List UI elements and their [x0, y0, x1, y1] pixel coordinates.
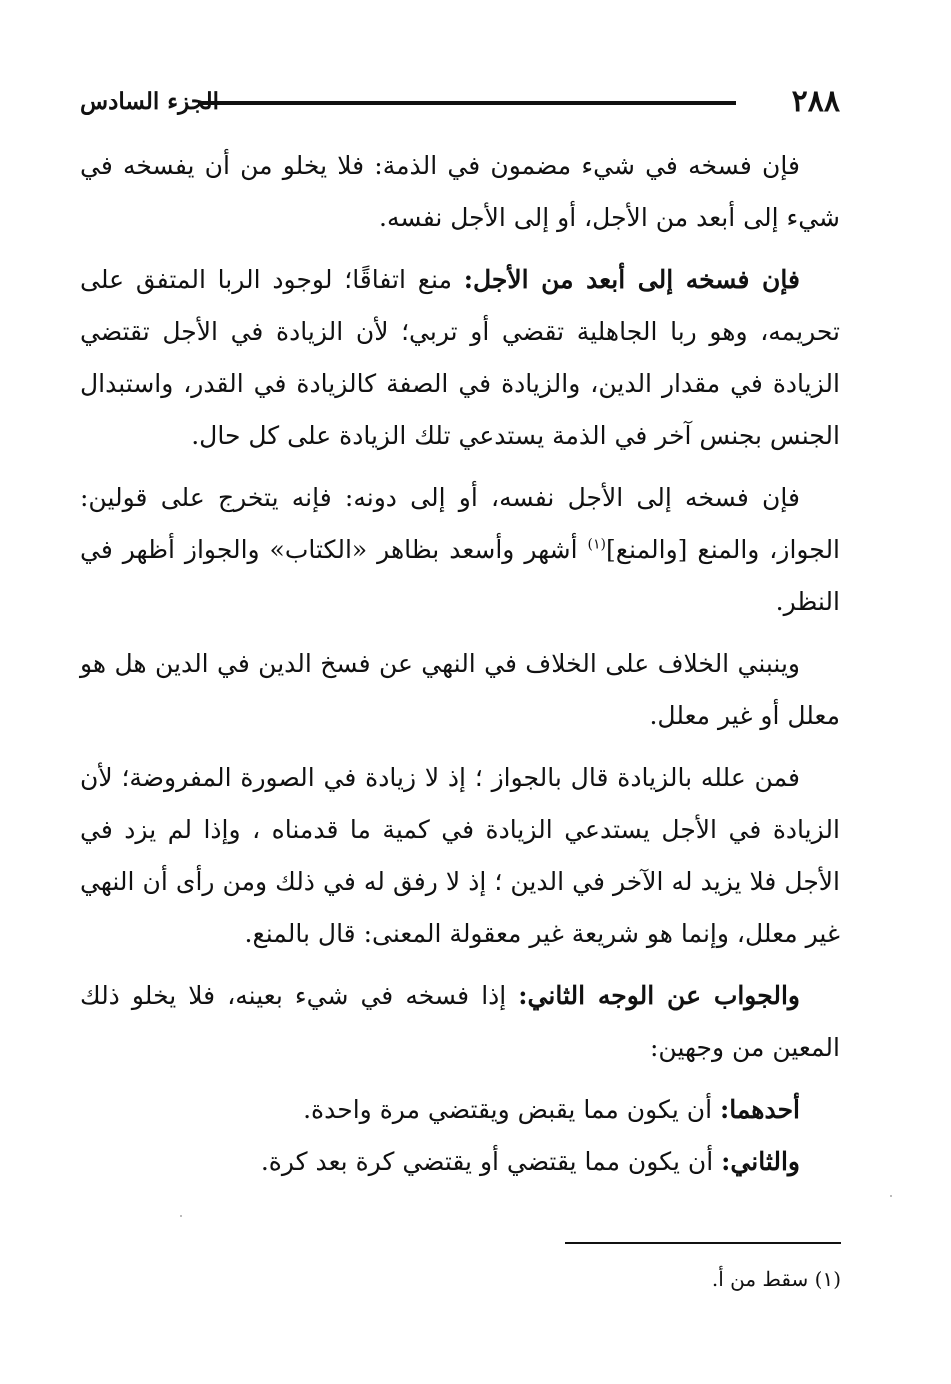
paragraph	[80, 140, 840, 244]
footnote-rule	[565, 1242, 841, 1244]
paragraph-text: منع اتفاقًا؛ لوجود الربا المتفق على تحريمه، وهو ربا الجاهلية تقضي أو تربي؛ لأن الزيادة في الأجل تقتضي الزيادة في مقدار الدين، والزيادة في الصفة كالزيادة في القدر، واستبدال الجنس بجنس آخر في الذمة يستدعي تلك الزيادة على كل حال.	[80, 265, 840, 450]
running-title: الجزء السادس	[80, 88, 219, 115]
scan-speck	[180, 1215, 182, 1217]
paragraph	[80, 638, 840, 742]
paragraph-lead: والجواب عن الوجه الثاني:	[518, 981, 800, 1010]
footnote: (١) سقط من أ.	[711, 1267, 841, 1291]
case-text: أن يكون مما يقتضي أو يقتضي كرة بعد كرة.	[260, 1147, 722, 1176]
paragraph-text: إذا فسخه في شيء بعينه، فلا يخلو ذلك المعين من وجهين:	[80, 981, 840, 1062]
paragraph	[80, 752, 840, 960]
page-header	[80, 82, 840, 122]
paragraph-text: أشهر وأسعد بظاهر «الكتاب» والجواز أظهر في النظر.	[80, 535, 840, 616]
case-item	[80, 1136, 840, 1188]
paragraph-text: فمن علله بالزيادة قال بالجواز ؛ إذ لا زيادة في الصورة المفروضة؛ لأن الزيادة في الأجل يستدعي الزيادة في كمية ما قدمناه ، وإذا لم يزد في الأجل فلا يزيد له الآخر في الدين ؛ إذ لا رفق له في ذلك ومن رأى أن النهي غير معلل، وإنما هو شريعة غير معقولة المعنى: قال بالمنع.	[80, 763, 840, 948]
case-lead: والثاني:	[721, 1147, 800, 1176]
page-number: ٢٨٨	[791, 84, 840, 119]
case-text: أن يكون مما يقبض ويقتضي مرة واحدة.	[303, 1095, 720, 1124]
paragraph-text: فإن فسخه إلى الأجل نفسه، أو إلى دونه: فإنه يتخرج على قولين: الجواز، والمنع [والمنع]	[80, 483, 841, 564]
case-item	[80, 1084, 840, 1136]
header-rule	[198, 101, 736, 105]
case-lead: أحدهما:	[719, 1095, 800, 1124]
paragraph	[80, 970, 840, 1074]
paragraph-lead: فإن فسخه إلى أبعد من الأجل:	[463, 265, 800, 294]
paragraph	[80, 254, 840, 462]
footnote-marker: (١)	[587, 536, 606, 553]
paragraph	[80, 472, 840, 628]
body-text	[80, 140, 840, 1188]
scan-speck	[890, 1195, 892, 1197]
paragraph-text: فإن فسخه في شيء مضمون في الذمة: فلا يخلو من أن يفسخه في شيء إلى أبعد من الأجل، أو إلى الأجل نفسه.	[80, 151, 840, 232]
paragraph-text: وينبني الخلاف على الخلاف في النهي عن فسخ الدين في الدين هل هو معلل أو غير معلل.	[80, 649, 840, 730]
